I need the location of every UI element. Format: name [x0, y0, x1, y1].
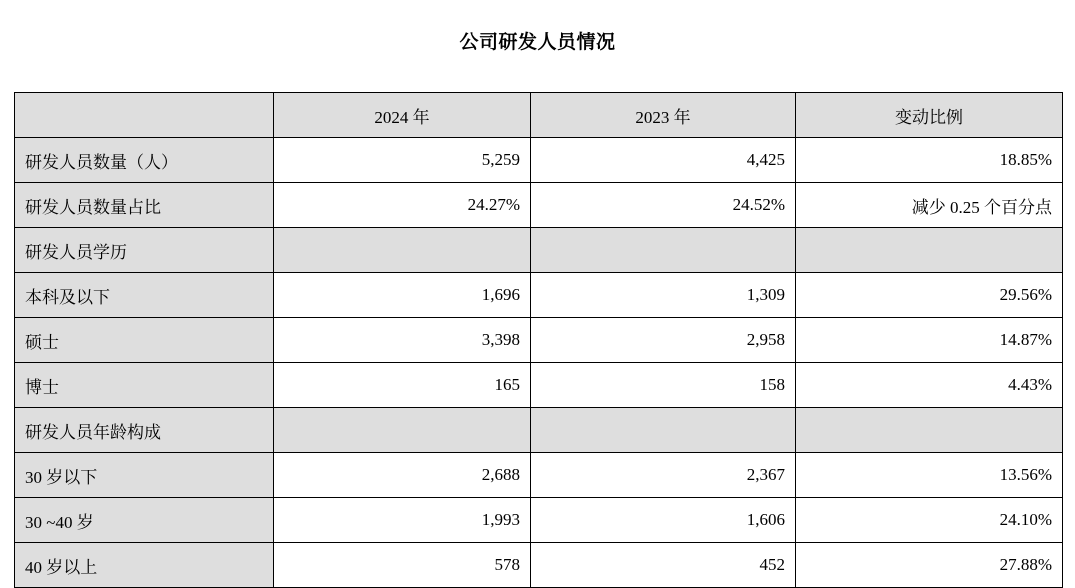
table-row	[15, 318, 1063, 363]
page-title: 公司研发人员情况	[459, 32, 616, 53]
row-label: 研发人员数量占比	[15, 183, 274, 228]
table-row	[15, 363, 1063, 408]
table-row	[15, 273, 1063, 318]
row-label: 30 ~40 岁	[15, 498, 274, 543]
section-cell-2023	[531, 408, 796, 453]
cell-2023: 24.52%	[531, 183, 796, 228]
column-header-2024: 2024 年	[274, 93, 531, 138]
row-label: 本科及以下	[15, 273, 274, 318]
row-label: 40 岁以上	[15, 543, 274, 588]
cell-2024: 165	[274, 363, 531, 408]
section-cell-2023	[531, 228, 796, 273]
cell-2023: 1,606	[531, 498, 796, 543]
table-row	[15, 183, 1063, 228]
cell-2023: 2,958	[531, 318, 796, 363]
column-header-change-ratio: 变动比例	[796, 93, 1063, 138]
table-header-row	[15, 93, 1063, 138]
table-body	[15, 138, 1063, 588]
row-label: 硕士	[15, 318, 274, 363]
table-row	[15, 138, 1063, 183]
section-label: 研发人员年龄构成	[15, 408, 274, 453]
cell-change: 减少 0.25 个百分点	[796, 183, 1063, 228]
cell-change: 24.10%	[796, 498, 1063, 543]
cell-2024: 1,993	[274, 498, 531, 543]
cell-2024: 578	[274, 543, 531, 588]
rd-personnel-table-container	[14, 92, 1062, 588]
cell-2023: 452	[531, 543, 796, 588]
cell-change: 14.87%	[796, 318, 1063, 363]
table-section-row	[15, 408, 1063, 453]
row-label: 研发人员数量（人）	[15, 138, 274, 183]
column-header-2023: 2023 年	[531, 93, 796, 138]
cell-2023: 4,425	[531, 138, 796, 183]
row-label: 30 岁以下	[15, 453, 274, 498]
cell-2024: 2,688	[274, 453, 531, 498]
cell-2023: 2,367	[531, 453, 796, 498]
cell-2024: 24.27%	[274, 183, 531, 228]
cell-change: 27.88%	[796, 543, 1063, 588]
cell-change: 18.85%	[796, 138, 1063, 183]
cell-2023: 158	[531, 363, 796, 408]
column-header-label	[15, 93, 274, 138]
table-row	[15, 498, 1063, 543]
table-row	[15, 543, 1063, 588]
section-cell-change	[796, 408, 1063, 453]
cell-2024: 5,259	[274, 138, 531, 183]
section-cell-2024	[274, 228, 531, 273]
section-label: 研发人员学历	[15, 228, 274, 273]
rd-personnel-table	[14, 92, 1063, 588]
section-cell-change	[796, 228, 1063, 273]
table-header	[15, 93, 1063, 138]
row-label: 博士	[15, 363, 274, 408]
section-cell-2024	[274, 408, 531, 453]
cell-2024: 3,398	[274, 318, 531, 363]
cell-change: 4.43%	[796, 363, 1063, 408]
cell-change: 13.56%	[796, 453, 1063, 498]
table-section-row	[15, 228, 1063, 273]
table-row	[15, 453, 1063, 498]
cell-2024: 1,696	[274, 273, 531, 318]
cell-change: 29.56%	[796, 273, 1063, 318]
cell-2023: 1,309	[531, 273, 796, 318]
